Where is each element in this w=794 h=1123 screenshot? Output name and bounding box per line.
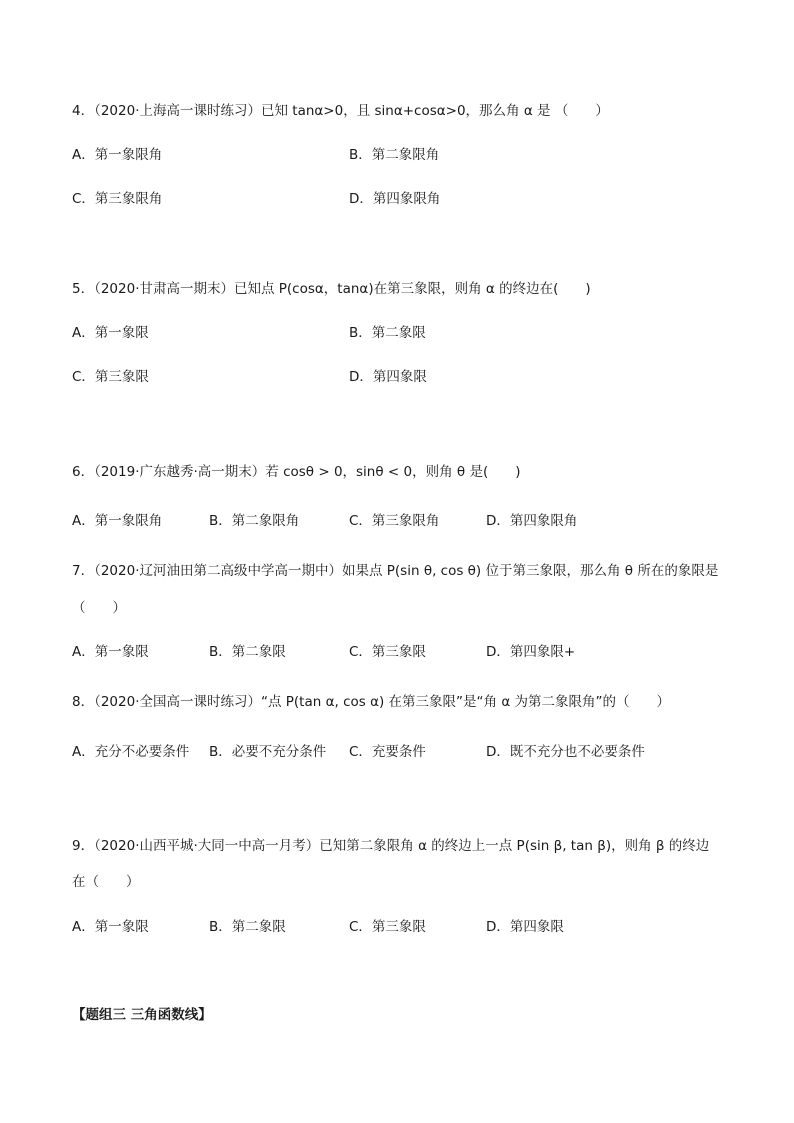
question-6-option-b[interactable]: B．第二象限角 bbox=[209, 513, 300, 529]
question-4-option-b[interactable]: B．第二象限角 bbox=[349, 147, 440, 163]
question-6-stem: 6．（2019·广东越秀·高一期末）若 cosθ > 0，sinθ < 0，则角 θ 是( ) bbox=[72, 464, 521, 480]
question-7-option-b[interactable]: B．第二象限 bbox=[209, 644, 286, 660]
question-8-option-b[interactable]: B．必要不充分条件 bbox=[209, 744, 327, 760]
question-7-option-a[interactable]: A．第一象限 bbox=[72, 644, 149, 660]
question-7-stem-continuation: （ ） bbox=[72, 600, 126, 616]
question-7-option-d[interactable]: D．第四象限+ bbox=[486, 644, 576, 660]
question-6-option-d[interactable]: D．第四象限角 bbox=[486, 513, 578, 529]
question-7-option-c[interactable]: C．第三象限 bbox=[349, 644, 426, 660]
question-9-option-b[interactable]: B．第二象限 bbox=[209, 919, 286, 935]
question-7-stem: 7．（2020·辽河油田第二高级中学高一期中）如果点 P(sin θ, cos θ) 位于第三象限，那么角 θ 所在的象限是 bbox=[72, 563, 719, 579]
question-9-option-c[interactable]: C．第三象限 bbox=[349, 919, 426, 935]
question-6-option-c[interactable]: C．第三象限角 bbox=[349, 513, 440, 529]
question-8-option-d[interactable]: D．既不充分也不必要条件 bbox=[486, 744, 645, 760]
question-8-option-c[interactable]: C．充要条件 bbox=[349, 744, 426, 760]
question-9-stem-continuation: 在（ ） bbox=[72, 874, 140, 890]
question-5-option-c[interactable]: C．第三象限 bbox=[72, 369, 149, 385]
question-5-stem: 5．（2020·甘肃高一期末）已知点 P(cosα，tanα)在第三象限，则角 α 的终边在( ) bbox=[72, 281, 591, 297]
question-5-option-a[interactable]: A．第一象限 bbox=[72, 325, 149, 341]
section-heading: 【题组三 三角函数线】 bbox=[72, 1007, 212, 1023]
question-4-option-d[interactable]: D．第四象限角 bbox=[349, 191, 441, 207]
question-4-option-a[interactable]: A．第一象限角 bbox=[72, 147, 163, 163]
question-5-option-d[interactable]: D．第四象限 bbox=[349, 369, 427, 385]
question-6-option-a[interactable]: A．第一象限角 bbox=[72, 513, 163, 529]
question-8-stem: 8．（2020·全国高一课时练习）“点 P(tan α, cos α) 在第三象限”是“角 α 为第二象限角”的（ ） bbox=[72, 694, 671, 710]
question-4-stem: 4．（2020·上海高一课时练习）已知 tanα>0，且 sinα+cosα>0，那么角 α 是 （ ） bbox=[72, 103, 609, 119]
question-9-option-a[interactable]: A．第一象限 bbox=[72, 919, 149, 935]
question-9-option-d[interactable]: D．第四象限 bbox=[486, 919, 564, 935]
question-5-option-b[interactable]: B．第二象限 bbox=[349, 325, 426, 341]
question-4-option-c[interactable]: C．第三象限角 bbox=[72, 191, 163, 207]
question-8-option-a[interactable]: A．充分不必要条件 bbox=[72, 744, 190, 760]
question-9-stem: 9．（2020·山西平城·大同一中高一月考）已知第二象限角 α 的终边上一点 P(sin β, tan β)，则角 β 的终边 bbox=[72, 838, 710, 854]
